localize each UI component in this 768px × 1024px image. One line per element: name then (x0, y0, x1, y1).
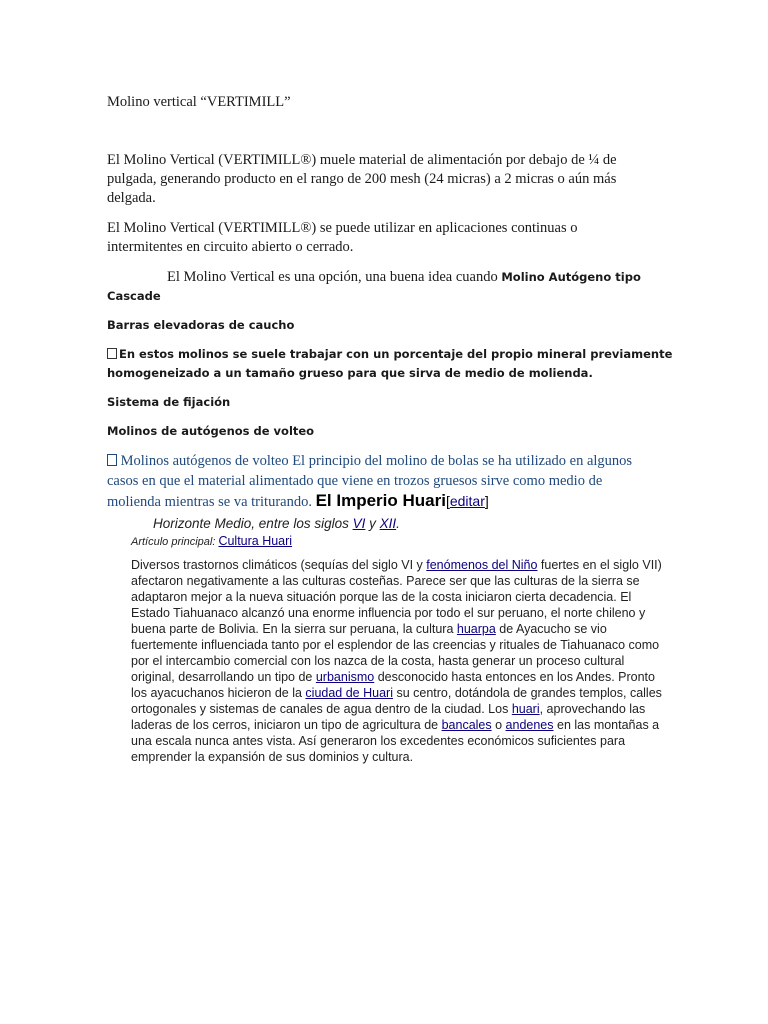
link-urbanismo[interactable]: urbanismo (315, 670, 375, 684)
link-siglo-vi[interactable]: VI (352, 516, 366, 531)
bullet-box-icon (107, 454, 117, 466)
section-heading: El Imperio Huari (315, 491, 446, 510)
volteo-line-2: casos en que el material alimentado que viene en trozos gruesos sirve como medio de (107, 473, 603, 489)
heading-barras: Barras elevadoras de caucho (107, 318, 295, 332)
option-text: El Molino Vertical es una opción, una buena idea cuando (167, 269, 502, 285)
paragraph-vertimill-applications: El Molino Vertical (VERTIMILL®) se puede utilizar en aplicaciones continuas o intermitentes en circuito abierto o cerrado. (107, 220, 578, 255)
heading-molinos-volteo: Molinos de autógenos de volteo (107, 424, 315, 438)
document-title: Molino vertical “VERTIMILL” (107, 94, 291, 110)
paragraph-huari-history: Diversos trastornos climáticos (sequías del siglo VI y fenómenos del Niño fuertes en el siglo VII) afectaron negativamente a las culturas costeñas. Parece ser que las culturas de la sierra se adaptaron mejor a la nueva situación porque las de la costa iniciaron cierta decadencia. El Estado Tiahuanaco alcanzó una enorme influencia por todo el sur peruano, el norte chileno y buena parte de Bolivia. En la sierra sur peruana, la cultura huarpa de Ayacucho se vio fuertemente influenciada tanto por el esplendor de las creencias y rituales de Tiahuanaco como por el intercambio comercial con los nazca de la costa, hasta generar un proceso cultural original, desarrollando un tipo de urbanismo desconocido hasta entonces en los Andes. Pronto los ayacuchanos hicieron de la ciudad de Huari su centro, dotándola de grandes templos, calles ortogonales y sistemas de canales de agua dentro de la ciudad. Los huari, aprovechando las laderas de los cerros, iniciaron un tipo de agricultura de bancales o andenes en las montañas a una escala nunca antes vista. Así generaron los excedentes económicos suficientes para emprender la expansión de sus dominios y cultura. (131, 558, 662, 764)
paragraph-volteo (107, 451, 707, 512)
volteo-line-1: Molinos autógenos de volteo El principio del molino de bolas se ha utilizado en algunos (107, 451, 707, 471)
option-bold-text: Molino Autógeno tipo (501, 270, 641, 284)
volteo-line-3: molienda mientras se va triturando. El Imperio Huari[editar] (107, 491, 489, 510)
link-huarpa[interactable]: huarpa (456, 622, 496, 636)
paragraph-vertimill-description: El Molino Vertical (VERTIMILL®) muele material de alimentación por debajo de ¼ de pulgada, generando producto en el rango de 200 mesh (24 micras) a 2 micras o aún más delgada. (107, 152, 617, 206)
link-bancales[interactable]: bancales (441, 718, 492, 732)
link-andenes[interactable]: andenes (505, 718, 554, 732)
estos-line-2: homogeneizado a un tamaño grueso para que sirva de medio de molienda. (107, 366, 593, 380)
horizonte-note: Horizonte Medio, entre los siglos VI y XII. (153, 516, 400, 531)
paragraph-option (107, 268, 667, 287)
edit-link[interactable]: editar (449, 493, 485, 509)
link-cultura-huari[interactable]: Cultura Huari (218, 534, 293, 548)
articulo-principal: Artículo principal: Cultura Huari (131, 534, 293, 548)
estos-line-1: En estos molinos se suele trabajar con un porcentaje del propio mineral previamente (107, 345, 707, 364)
heading-sistema: Sistema de fijación (107, 395, 231, 409)
paragraph-estos-molinos (107, 345, 707, 383)
link-fenomenos-nino[interactable]: fenómenos del Niño (426, 558, 538, 572)
option-bold-continuation: Cascade (107, 289, 161, 303)
link-ciudad-huari[interactable]: ciudad de Huari (305, 686, 393, 700)
link-huari[interactable]: huari (511, 702, 540, 716)
bullet-box-icon (107, 348, 117, 359)
link-siglo-xii[interactable]: XII (379, 516, 397, 531)
